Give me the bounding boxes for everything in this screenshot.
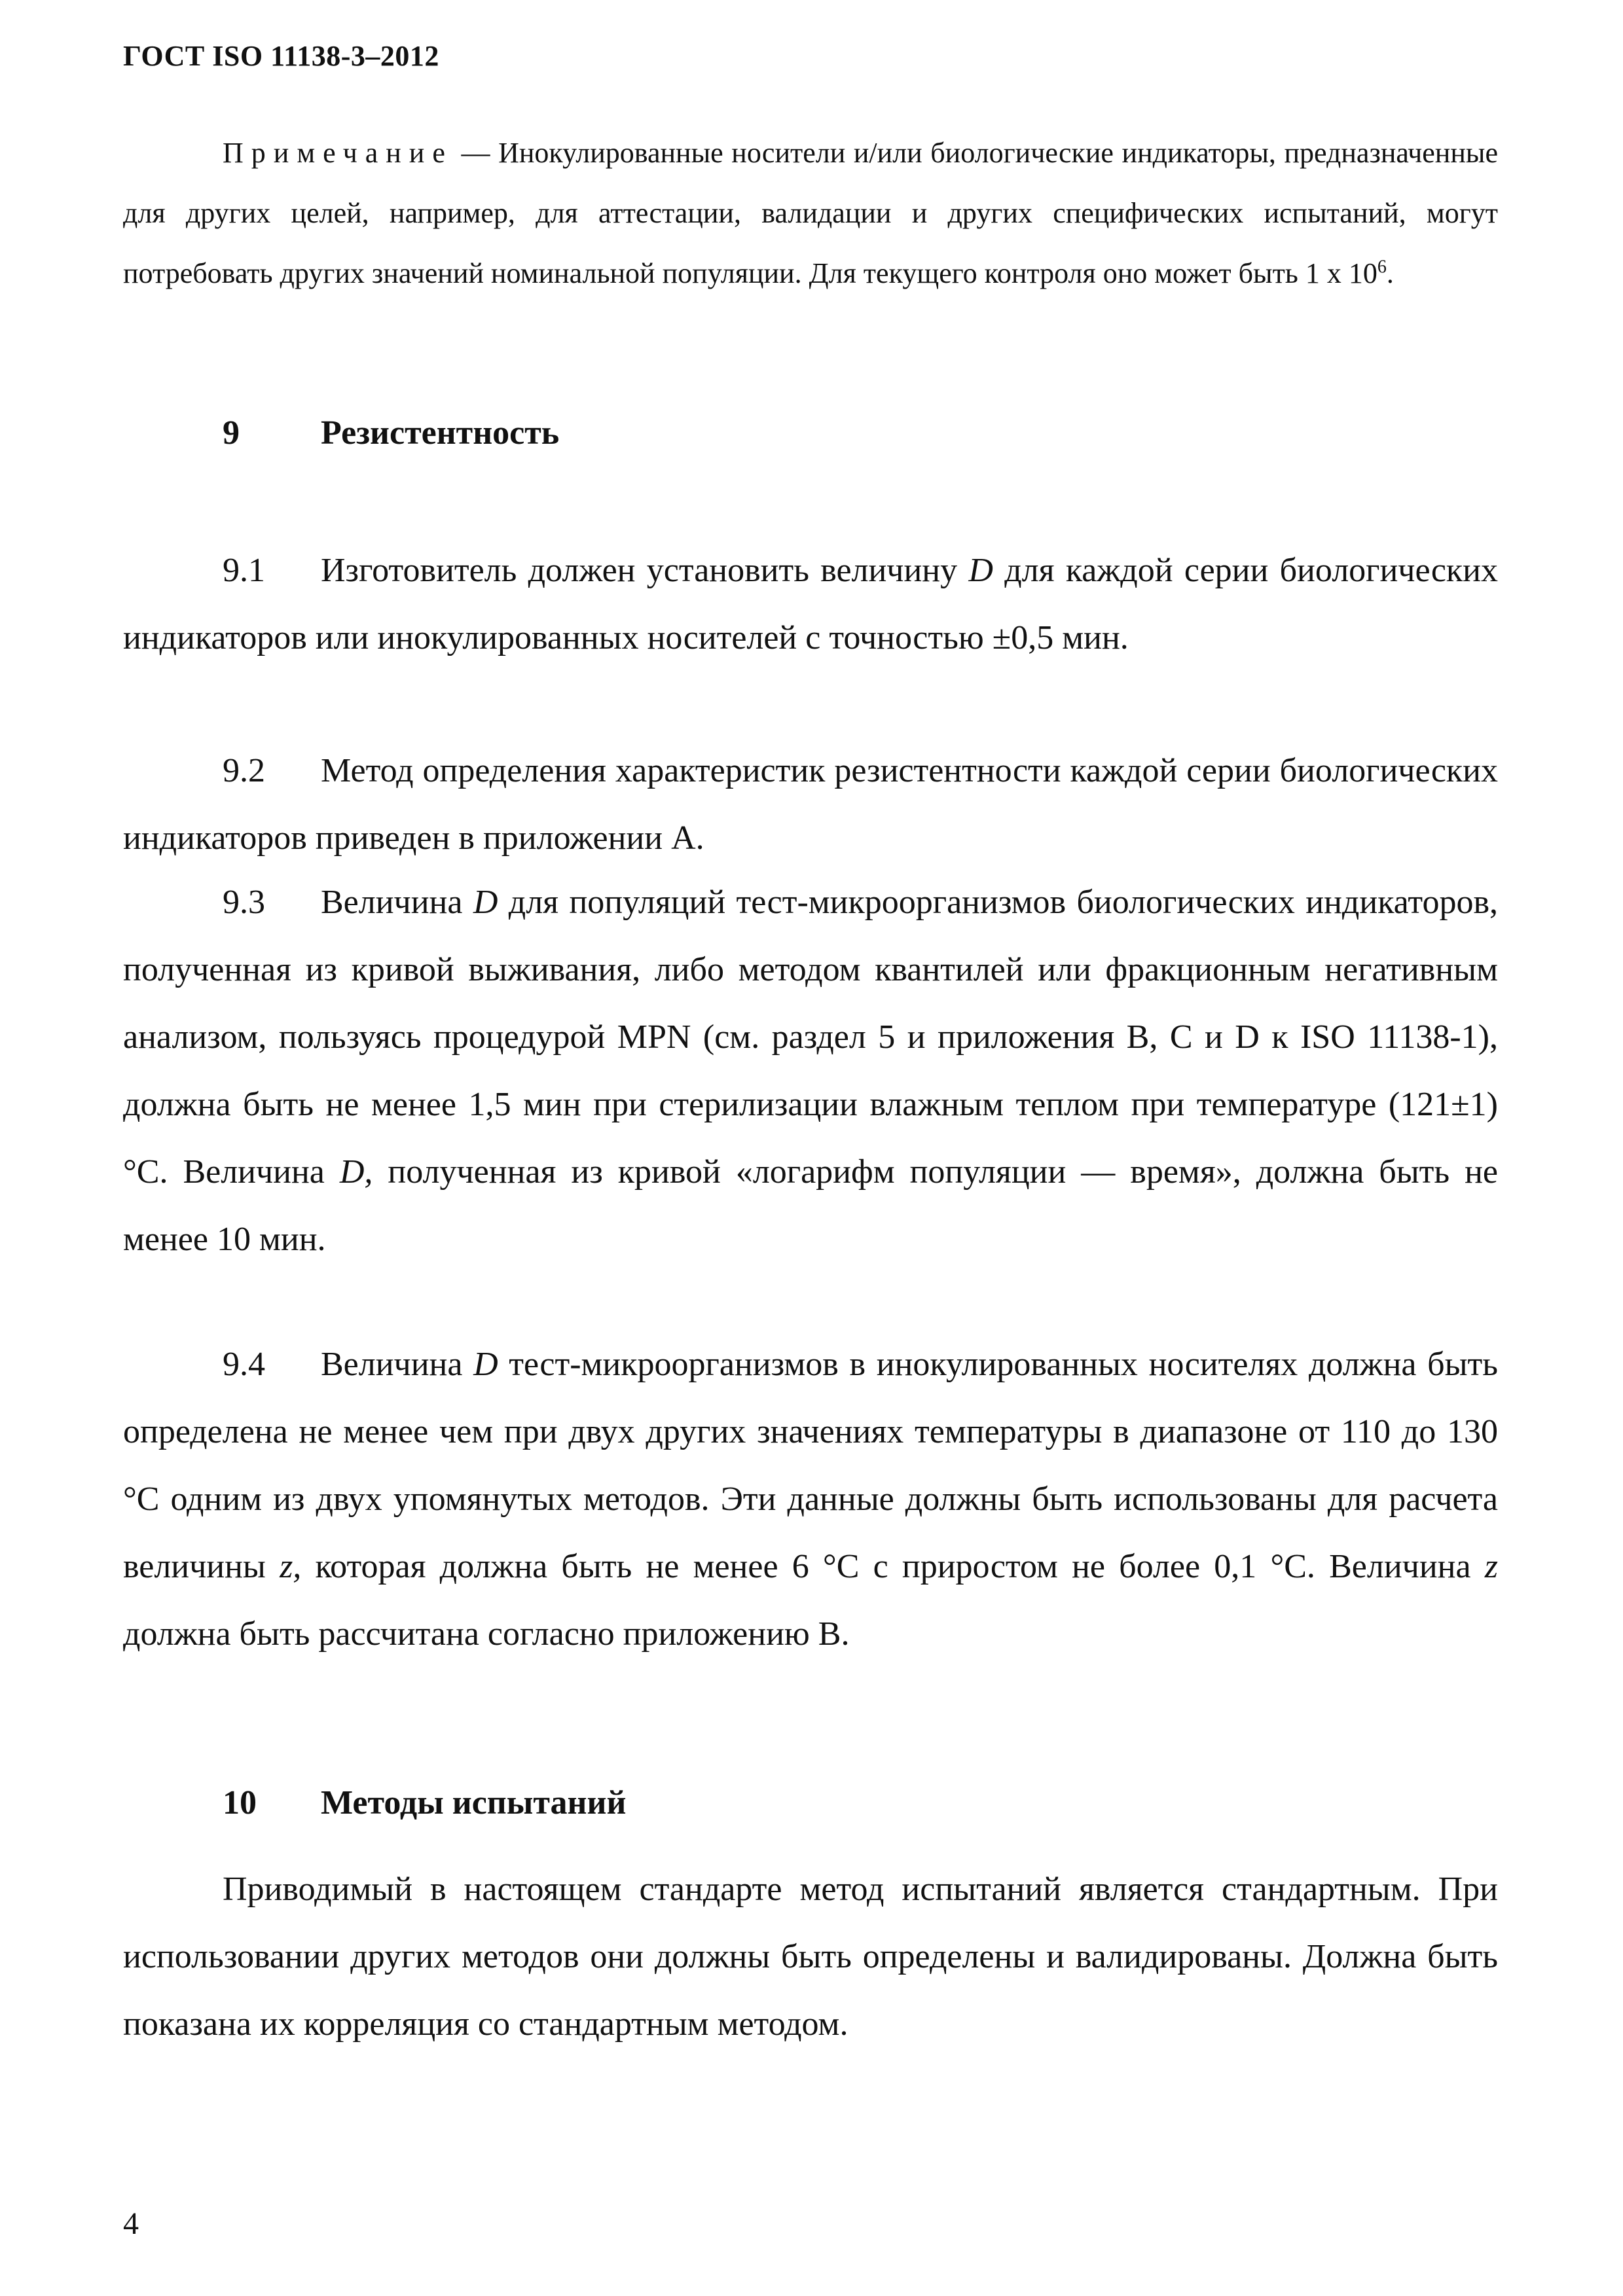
paragraph-number: 9.4 bbox=[223, 1346, 265, 1383]
note-end: . bbox=[1386, 257, 1394, 289]
symbol-d: D, bbox=[339, 1153, 373, 1191]
symbol-d: D bbox=[473, 1346, 498, 1383]
symbol-d: D bbox=[968, 552, 993, 589]
paragraph-9-2 bbox=[123, 737, 1498, 872]
symbol-z: z bbox=[1484, 1548, 1498, 1585]
section-10-heading bbox=[123, 1784, 1498, 1822]
note-label: Примечание bbox=[223, 137, 453, 169]
section-9-title: Резистентность bbox=[321, 414, 560, 452]
section-9-number: 9 bbox=[223, 414, 240, 452]
symbol-d: D bbox=[473, 884, 498, 921]
paragraph-9-3 bbox=[123, 869, 1498, 1273]
note-paragraph bbox=[123, 123, 1498, 304]
paragraph-text: должна быть рассчитана согласно приложению В. bbox=[123, 1615, 850, 1653]
paragraph-text: Изготовитель должен установить величину bbox=[321, 552, 969, 589]
paragraph-text: которая должна быть не менее 6 °С с приростом не более 0,1 °С. Величина bbox=[301, 1548, 1485, 1585]
paragraph-text: Метод определения характеристик резистентности каждой серии биологических индикаторов приведен в приложении А. bbox=[123, 752, 1498, 857]
paragraph-number: 9.2 bbox=[223, 752, 265, 789]
note-text: Инокулированные носители и/или биологические индикаторы, предназначенные для других целей, например, для аттестации, валидации и других специфических испытаний, могут потребовать других значений номинальной популяции. Для текущего контроля оно может быть 1 х 10 bbox=[123, 137, 1498, 289]
paragraph-number: 9.1 bbox=[223, 552, 265, 589]
symbol-z: z, bbox=[280, 1548, 302, 1585]
paragraph-text: для популяций тест-микроорганизмов биологических индикаторов, полученная из кривой выживания, либо методом квантилей или фракционным негативным анализом, пользуясь процедурой MPN (см. раздел 5 и приложения В, С и D к ISO 11138-1), должна быть не менее 1,5 мин при стерилизации влажным теплом при температуре (121±1) °С. Величина bbox=[123, 884, 1498, 1191]
section-10-paragraph: Приводимый в настоящем стандарте метод испытаний является стандартным. При использовании других методов они должны быть определены и валидированы. Должна быть показана их корреляция со стандартным методом. bbox=[123, 1871, 1498, 2043]
page-number: 4 bbox=[123, 2206, 139, 2241]
paragraph-text: полученная из кривой «логарифм популяции — время», должна быть не менее 10 мин. bbox=[123, 1153, 1498, 1258]
paragraph-text: Величина bbox=[321, 1346, 474, 1383]
note-exponent: 6 bbox=[1377, 257, 1387, 278]
section-9-heading bbox=[123, 414, 1498, 452]
paragraph-text: тест-микроорганизмов в инокулированных носителях должна быть определена не менее чем при двух других значениях температуры в диапазоне от 110 до 130 °С одним из двух упомянутых методов. Эти данные должны быть использованы для расчета величины bbox=[123, 1346, 1498, 1585]
paragraph-9-1 bbox=[123, 537, 1498, 672]
paragraph-number: 9.3 bbox=[223, 884, 265, 921]
paragraph-9-4 bbox=[123, 1331, 1498, 1668]
document-header: ГОСТ ISO 11138-3–2012 bbox=[123, 40, 439, 72]
section-10-number: 10 bbox=[223, 1784, 257, 1821]
note-dash: — bbox=[452, 137, 499, 169]
paragraph-text: Величина bbox=[321, 884, 473, 921]
section-10-title: Методы испытаний bbox=[321, 1784, 627, 1821]
paragraph-text: для каждой серии биологических индикаторов или инокулированных носителей с точностью ±0,5 мин. bbox=[123, 552, 1498, 656]
